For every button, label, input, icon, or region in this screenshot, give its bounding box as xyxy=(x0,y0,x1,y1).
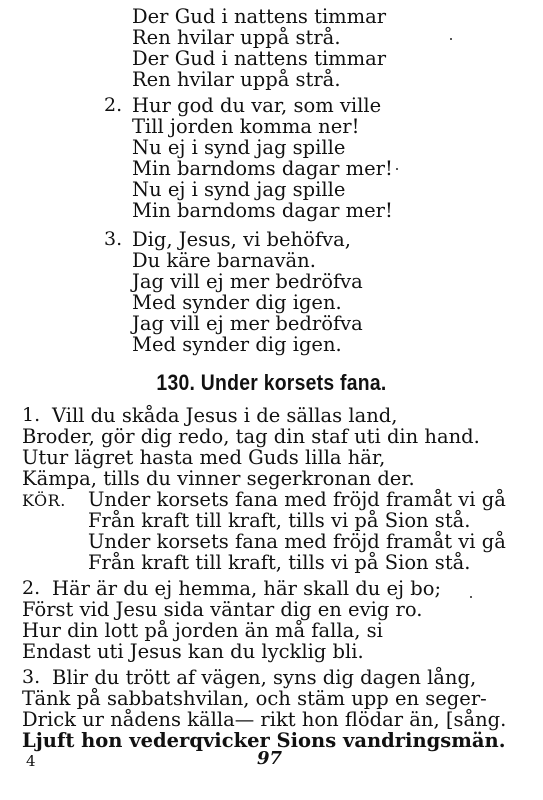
page-number: 97 xyxy=(257,748,283,769)
hymn-line: Med synder dig igen. xyxy=(132,333,342,356)
hymn-line: Kämpa, tills du vinner segerkronan der. xyxy=(22,467,415,490)
hymn-line: Dig, Jesus, vi behöfva, xyxy=(132,228,351,251)
hymn-line: Du käre barnavän. xyxy=(132,249,316,272)
hymn-line: Hur god du var, som ville xyxy=(132,94,382,117)
hymn-line: Vill du skåda Jesus i de sällas land, xyxy=(52,404,398,427)
hymn-line: Der Gud i nattens timmar xyxy=(132,5,387,28)
verse-number: 3. xyxy=(104,228,123,250)
hymn-line: Jag vill ej mer bedröfva xyxy=(132,270,363,293)
verse-number: 3. xyxy=(22,666,41,688)
hymn-line: Under korsets fana med fröjd framåt vi gå xyxy=(88,530,506,553)
hymn-line: Utur lägret hasta med Guds lilla här, xyxy=(22,446,386,469)
hymn-line: Under korsets fana med fröjd framåt vi gå xyxy=(88,488,506,511)
hymn-line: Drick ur nådens källa— rikt hon flödar än, [sång. xyxy=(22,708,507,731)
hymn-line: Här är du ej hemma, här skall du ej bo; xyxy=(52,577,442,600)
verse-number: 2. xyxy=(22,577,41,599)
hymn-line: Min barndoms dagar mer! xyxy=(132,157,393,180)
chorus-label: KÖR. xyxy=(22,491,66,510)
hymn-line: Till jorden komma ner! xyxy=(132,115,360,138)
paper-speck xyxy=(396,168,398,170)
verse-number: 1. xyxy=(22,404,41,426)
paper-speck xyxy=(470,596,472,598)
hymn-line: Blir du trött af vägen, syns dig dagen lång, xyxy=(52,666,477,689)
hymn-line: Tänk på sabbatshvilan, och stäm upp en seger- xyxy=(22,687,487,710)
hymn-line: Ljuft hon vederqvicker Sions vandringsmän. xyxy=(22,729,506,752)
hymn-line: Med synder dig igen. xyxy=(132,291,342,314)
verse-number: 2. xyxy=(104,94,123,116)
paper-speck xyxy=(450,38,452,40)
hymn-line: Från kraft till kraft, tills vi på Sion stå. xyxy=(88,551,471,574)
hymn-line: Nu ej i synd jag spille xyxy=(132,136,346,159)
hymn-line: Min barndoms dagar mer! xyxy=(132,199,393,222)
hymn-line: Först vid Jesu sida väntar dig en evig ro. xyxy=(22,598,423,621)
hymn-line: Från kraft till kraft, tills vi på Sion stå. xyxy=(88,509,471,532)
hymn-line: Nu ej i synd jag spille xyxy=(132,178,346,201)
hymn-line: Hur din lott på jorden än må falla, si xyxy=(22,619,383,642)
hymn-line: Jag vill ej mer bedröfva xyxy=(132,312,363,335)
hymn-line: Der Gud i nattens timmar xyxy=(132,47,387,70)
hymn-line: Ren hvilar uppå strå. xyxy=(132,26,341,49)
hymn-title: 130. Under korsets fana. xyxy=(156,370,387,395)
signature-mark: 4 xyxy=(26,752,36,770)
hymn-line: Ren hvilar uppå strå. xyxy=(132,68,341,91)
hymn-line: Broder, gör dig redo, tag din staf uti din hand. xyxy=(22,425,480,448)
hymn-line: Endast uti Jesus kan du lycklig bli. xyxy=(22,640,364,663)
